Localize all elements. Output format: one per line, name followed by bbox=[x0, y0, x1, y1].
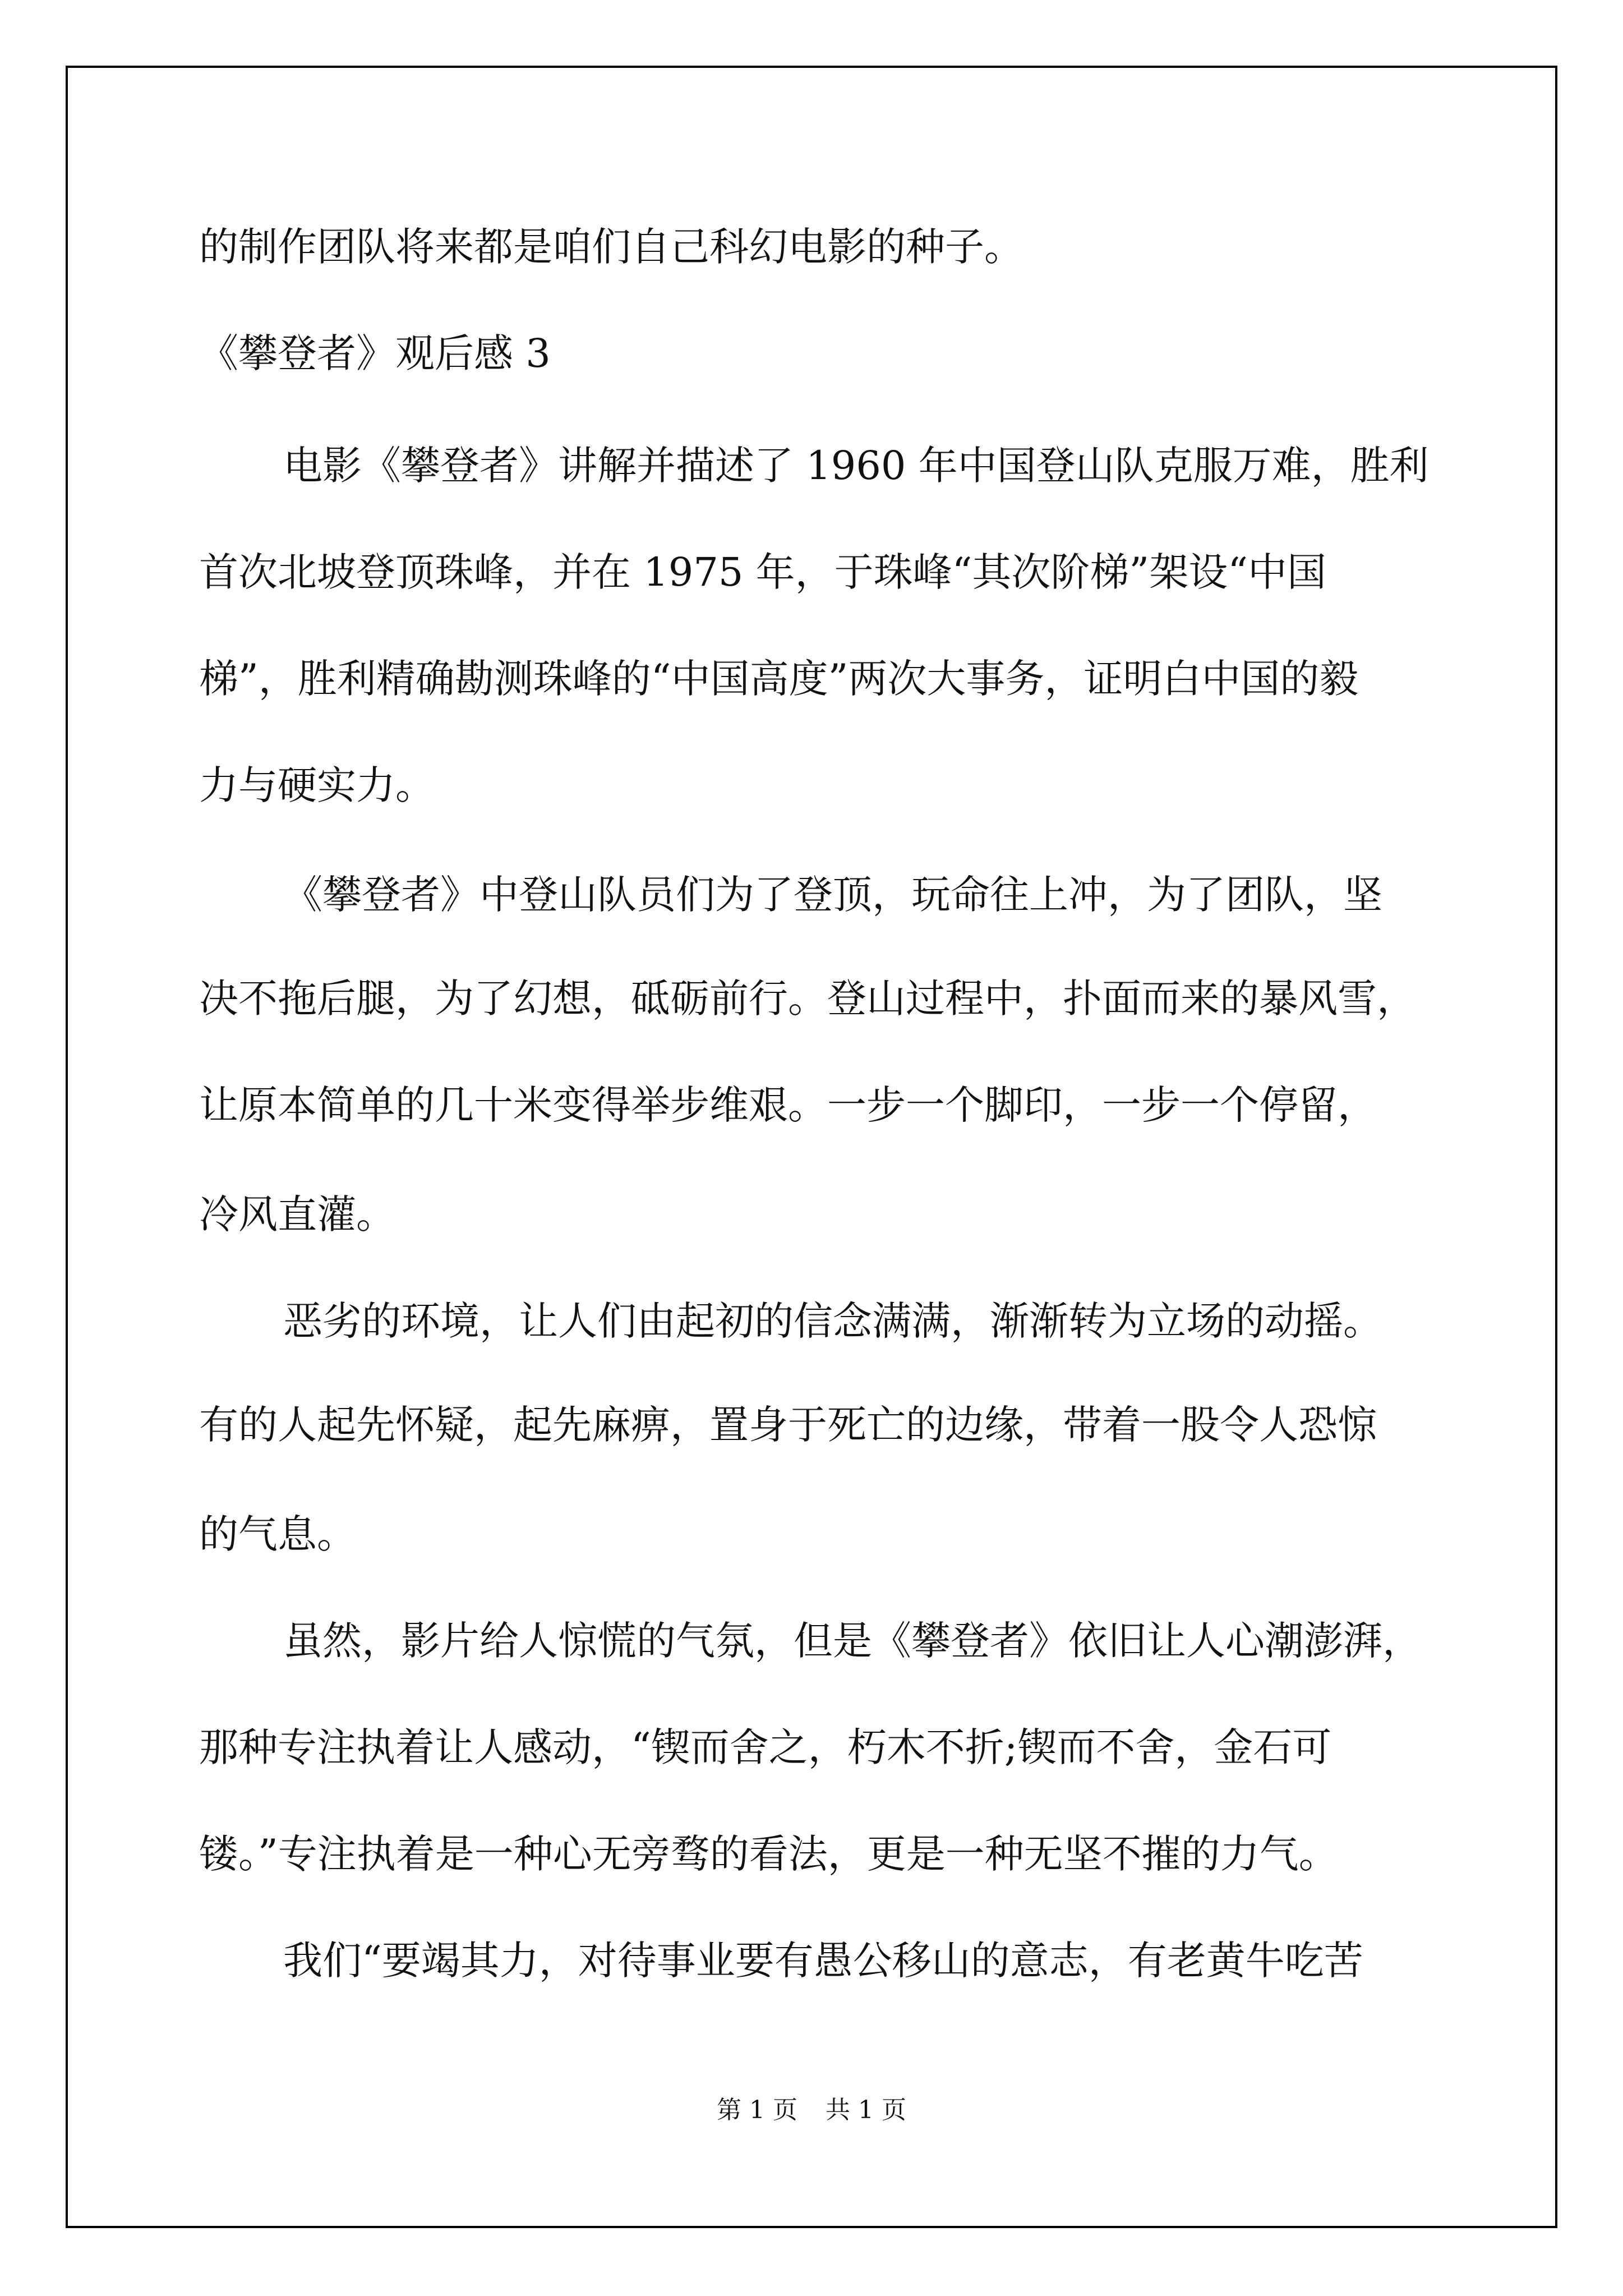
page-total: 共 1 页 bbox=[826, 2096, 906, 2124]
page-border bbox=[66, 66, 1557, 2228]
page-footer bbox=[0, 2098, 1623, 2123]
section-heading: 《攀登者》观后感 3 bbox=[199, 330, 551, 376]
text-line: 冷风直灌。 bbox=[199, 1191, 395, 1237]
text-line: 有的人起先怀疑，起先麻痹，置身于死亡的边缘，带着一股令人恐惊 bbox=[199, 1402, 1377, 1448]
text-line: 力与硬实力。 bbox=[199, 762, 435, 808]
text-line: 虽然，影片给人惊慌的气氛，但是《攀登者》依旧让人心潮澎湃， bbox=[283, 1618, 1422, 1664]
text-line: 镂。”专注执着是一种心无旁骛的看法，更是一种无坚不摧的力气。 bbox=[199, 1831, 1338, 1877]
text-line: 让原本简单的几十米变得举步维艰。一步一个脚印，一步一个停留， bbox=[199, 1082, 1377, 1128]
text-line: 《攀登者》中登山队员们为了登顶，玩命往上冲，为了团队，坚 bbox=[283, 872, 1382, 918]
text-line: 首次北坡登顶珠峰，并在 1975 年，于珠峰“其次阶梯”架设“中国 bbox=[199, 549, 1327, 595]
text-line: 电影《攀登者》讲解并描述了 1960 年中国登山队克服万难，胜利 bbox=[283, 443, 1429, 489]
text-line: 我们“要竭其力，对待事业要有愚公移山的意志，有老黄牛吃苦 bbox=[283, 1938, 1363, 1984]
text-line: 的气息。 bbox=[199, 1511, 356, 1557]
text-line: 决不拖后腿，为了幻想，砥砺前行。登山过程中，扑面而来的暴风雪， bbox=[199, 976, 1416, 1022]
text-line: 那种专注执着让人感动，“锲而舍之，朽木不折;锲而不舍，金石可 bbox=[199, 1724, 1332, 1770]
text-line: 梯”，胜利精确勘测珠峰的“中国高度”两次大事务，证明白中国的毅 bbox=[199, 656, 1359, 702]
text-line: 恶劣的环境，让人们由起初的信念满满，渐渐转为立场的动摇。 bbox=[283, 1298, 1382, 1344]
page-number: 第 1 页 bbox=[717, 2096, 797, 2124]
text-line: 的制作团队将来都是咱们自己科幻电影的种子。 bbox=[199, 224, 1023, 270]
